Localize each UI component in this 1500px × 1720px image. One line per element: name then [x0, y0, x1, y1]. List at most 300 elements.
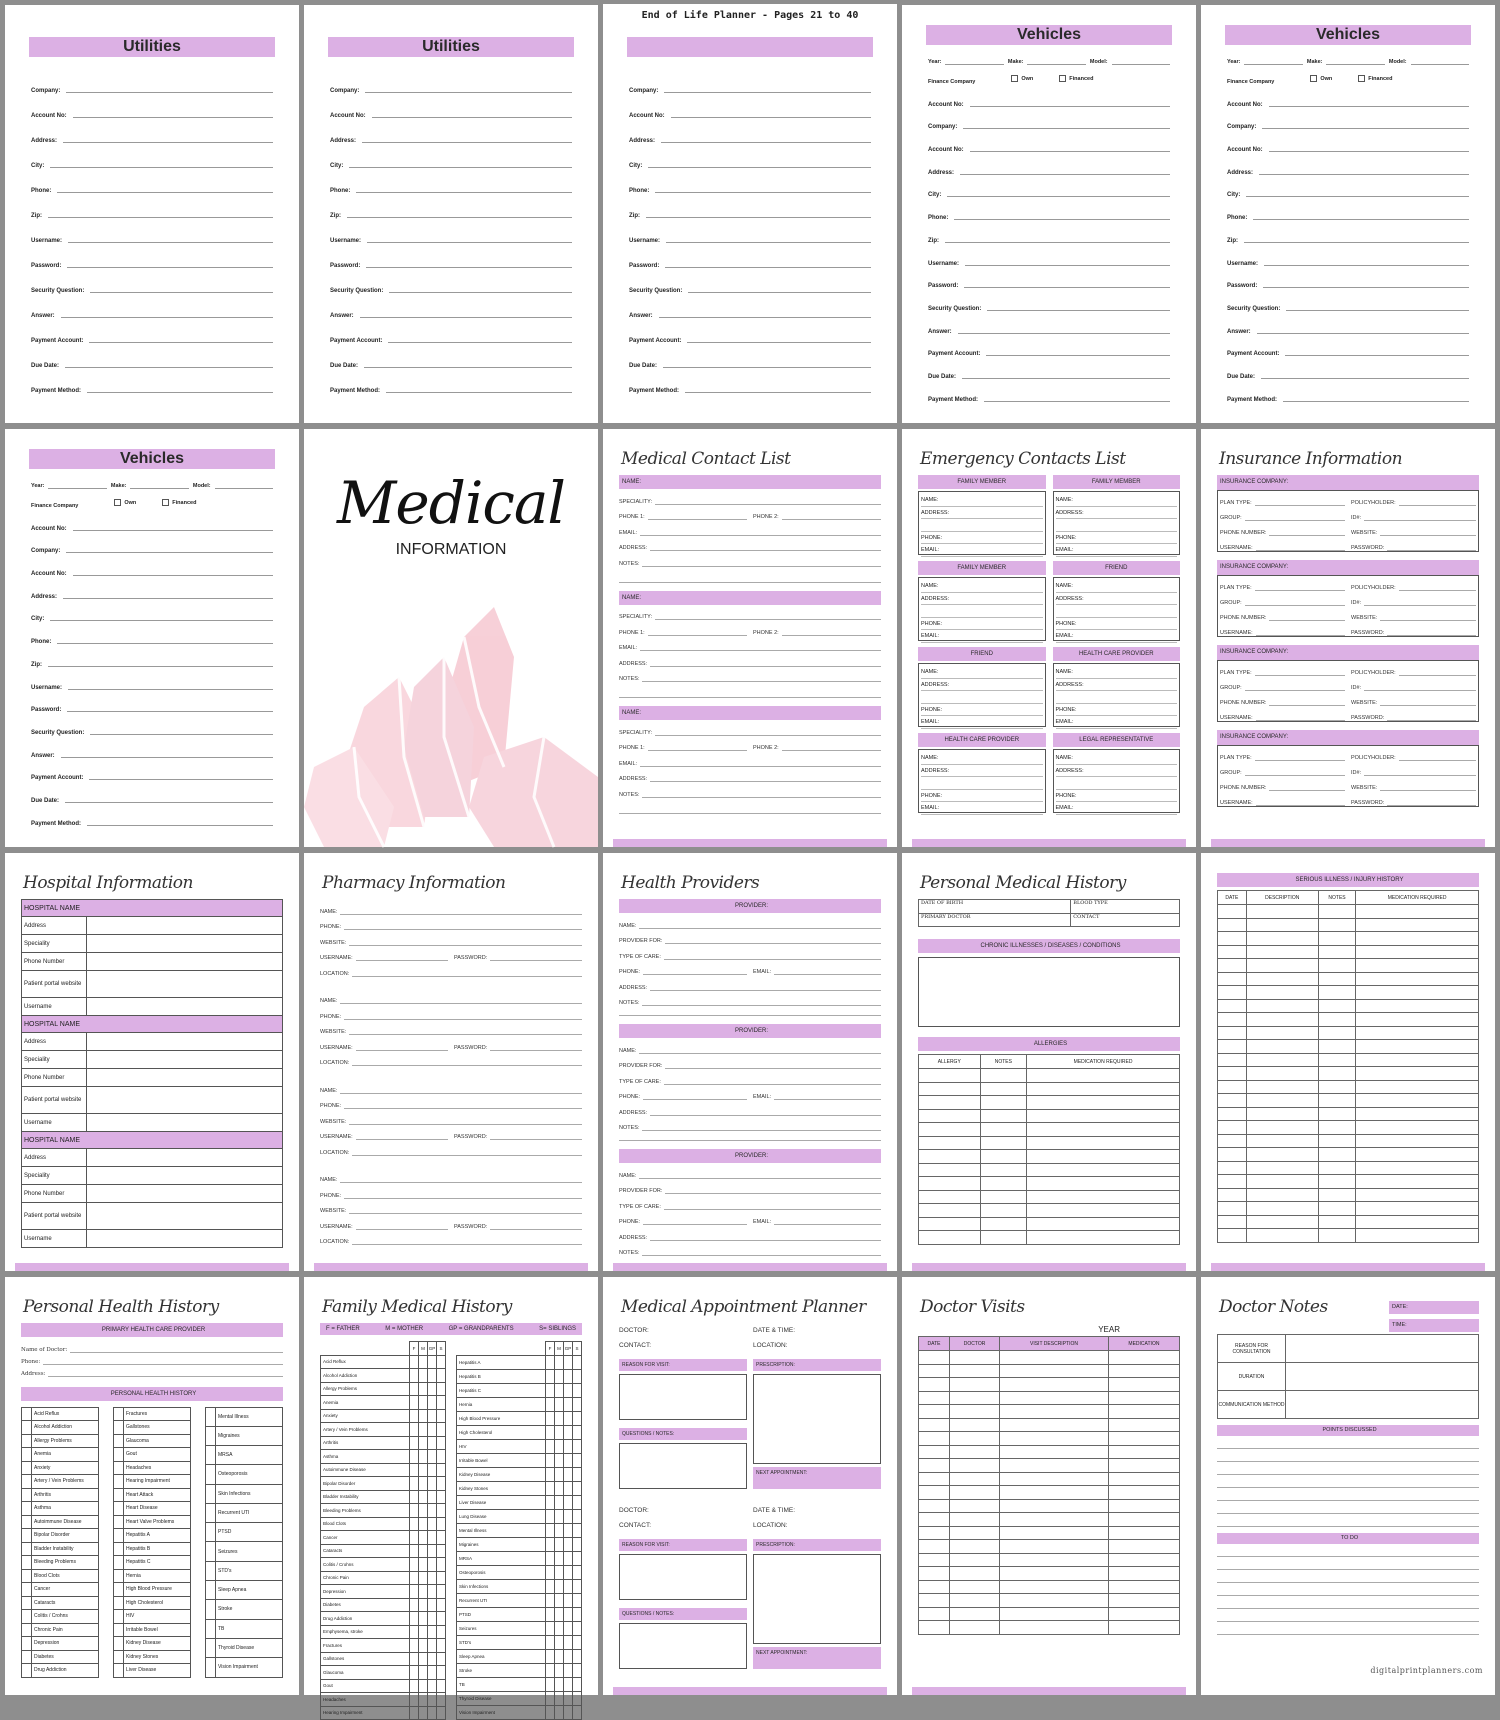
condition-checkbox[interactable]	[114, 1583, 124, 1597]
allergy-cell	[1027, 1082, 1180, 1096]
family-checkbox[interactable]	[564, 1524, 573, 1538]
condition-checkbox[interactable]	[206, 1658, 216, 1677]
family-checkbox[interactable]	[573, 1356, 582, 1370]
family-checkbox[interactable]	[555, 1468, 564, 1482]
family-checkbox[interactable]	[437, 1477, 446, 1491]
condition-checkbox[interactable]	[206, 1484, 216, 1503]
family-checkbox[interactable]	[428, 1558, 437, 1572]
family-checkbox[interactable]	[419, 1612, 428, 1626]
family-checkbox[interactable]	[546, 1384, 555, 1398]
family-checkbox[interactable]	[555, 1510, 564, 1524]
family-checkbox[interactable]	[428, 1490, 437, 1504]
condition-checkbox[interactable]	[22, 1569, 32, 1583]
allergy-cell	[980, 1096, 1027, 1110]
field-line	[57, 192, 273, 193]
family-checkbox[interactable]	[564, 1622, 573, 1636]
family-checkbox[interactable]	[564, 1482, 573, 1496]
family-checkbox[interactable]	[555, 1580, 564, 1594]
family-checkbox[interactable]	[546, 1524, 555, 1538]
condition-checkbox[interactable]	[206, 1542, 216, 1561]
family-checkbox[interactable]	[546, 1468, 555, 1482]
financed-checkbox[interactable]	[162, 499, 169, 506]
family-checkbox[interactable]	[428, 1679, 437, 1693]
family-checkbox[interactable]	[437, 1355, 446, 1369]
financed-checkbox[interactable]	[1358, 75, 1365, 82]
condition-checkbox[interactable]	[22, 1650, 32, 1664]
condition-checkbox[interactable]	[114, 1664, 124, 1678]
family-checkbox[interactable]	[428, 1436, 437, 1450]
family-checkbox[interactable]	[546, 1692, 555, 1706]
family-checkbox[interactable]	[546, 1650, 555, 1664]
condition-label: Hepatitis B	[124, 1542, 191, 1556]
family-checkbox[interactable]	[437, 1423, 446, 1437]
family-checkbox[interactable]	[428, 1396, 437, 1410]
family-checkbox[interactable]	[555, 1678, 564, 1692]
family-checkbox[interactable]	[573, 1552, 582, 1566]
family-checkbox[interactable]	[410, 1409, 419, 1423]
family-checkbox[interactable]	[428, 1625, 437, 1639]
family-checkbox[interactable]	[419, 1450, 428, 1464]
family-checkbox[interactable]	[410, 1531, 419, 1545]
family-checkbox[interactable]	[428, 1450, 437, 1464]
insurance-row	[1220, 761, 1476, 776]
family-checkbox[interactable]	[419, 1625, 428, 1639]
family-checkbox[interactable]	[437, 1436, 446, 1450]
family-checkbox[interactable]	[428, 1409, 437, 1423]
condition-checkbox[interactable]	[114, 1488, 124, 1502]
visit-cell	[919, 1513, 950, 1527]
family-checkbox[interactable]	[437, 1639, 446, 1653]
family-checkbox[interactable]	[564, 1398, 573, 1412]
condition-checkbox[interactable]	[22, 1448, 32, 1462]
family-checkbox[interactable]	[437, 1409, 446, 1423]
family-checkbox[interactable]	[573, 1454, 582, 1468]
family-checkbox[interactable]	[564, 1566, 573, 1580]
condition-checkbox[interactable]	[114, 1623, 124, 1637]
condition-checkbox[interactable]	[114, 1610, 124, 1624]
family-checkbox[interactable]	[419, 1558, 428, 1572]
family-checkbox[interactable]	[546, 1426, 555, 1440]
visit-cell	[1000, 1378, 1109, 1392]
condition-checkbox[interactable]	[114, 1556, 124, 1570]
family-checkbox[interactable]	[410, 1706, 419, 1720]
condition-checkbox[interactable]	[114, 1650, 124, 1664]
family-checkbox[interactable]	[419, 1571, 428, 1585]
financed-checkbox[interactable]	[1059, 75, 1066, 82]
condition-checkbox[interactable]	[22, 1542, 32, 1556]
family-checkbox[interactable]	[410, 1450, 419, 1464]
family-checkbox[interactable]	[410, 1693, 419, 1707]
family-checkbox[interactable]	[564, 1468, 573, 1482]
family-checkbox[interactable]	[573, 1678, 582, 1692]
family-checkbox[interactable]	[419, 1693, 428, 1707]
family-checkbox[interactable]	[564, 1356, 573, 1370]
family-checkbox[interactable]	[410, 1558, 419, 1572]
field-line	[57, 643, 273, 644]
field-line	[1257, 333, 1469, 334]
condition-checkbox[interactable]	[22, 1583, 32, 1597]
family-checkbox[interactable]	[437, 1598, 446, 1612]
family-checkbox[interactable]	[428, 1666, 437, 1680]
family-checkbox[interactable]	[419, 1531, 428, 1545]
condition-checkbox[interactable]	[114, 1407, 124, 1421]
family-checkbox[interactable]	[419, 1409, 428, 1423]
family-checkbox[interactable]	[573, 1664, 582, 1678]
own-checkbox[interactable]	[114, 499, 121, 506]
family-checkbox[interactable]	[546, 1538, 555, 1552]
family-checkbox[interactable]	[573, 1608, 582, 1622]
family-checkbox[interactable]	[546, 1496, 555, 1510]
family-checkbox[interactable]	[546, 1566, 555, 1580]
family-checkbox[interactable]	[546, 1664, 555, 1678]
condition-checkbox[interactable]	[206, 1581, 216, 1600]
condition-checkbox[interactable]	[22, 1529, 32, 1543]
family-checkbox[interactable]	[410, 1679, 419, 1693]
condition-checkbox[interactable]	[22, 1610, 32, 1624]
family-checkbox[interactable]	[437, 1517, 446, 1531]
family-checkbox[interactable]	[555, 1524, 564, 1538]
family-checkbox[interactable]	[573, 1636, 582, 1650]
family-checkbox[interactable]	[437, 1531, 446, 1545]
family-checkbox[interactable]	[564, 1580, 573, 1594]
family-checkbox[interactable]	[546, 1454, 555, 1468]
family-checkbox[interactable]	[419, 1639, 428, 1653]
family-checkbox[interactable]	[410, 1666, 419, 1680]
condition-checkbox[interactable]	[22, 1475, 32, 1489]
family-checkbox[interactable]	[428, 1531, 437, 1545]
family-checkbox[interactable]	[428, 1585, 437, 1599]
family-checkbox[interactable]	[546, 1608, 555, 1622]
family-checkbox[interactable]	[573, 1482, 582, 1496]
condition-checkbox[interactable]	[22, 1637, 32, 1651]
family-checkbox[interactable]	[555, 1370, 564, 1384]
condition-checkbox[interactable]	[206, 1638, 216, 1657]
family-checkbox[interactable]	[410, 1396, 419, 1410]
condition-checkbox[interactable]	[114, 1421, 124, 1435]
vehicle-field-row	[21, 577, 283, 600]
condition-checkbox[interactable]	[22, 1515, 32, 1529]
family-checkbox[interactable]	[419, 1355, 428, 1369]
family-checkbox[interactable]	[564, 1650, 573, 1664]
family-checkbox[interactable]	[428, 1463, 437, 1477]
family-checkbox[interactable]	[428, 1706, 437, 1720]
condition-checkbox[interactable]	[114, 1475, 124, 1489]
family-checkbox[interactable]	[410, 1504, 419, 1518]
family-checkbox[interactable]	[564, 1636, 573, 1650]
family-checkbox[interactable]	[555, 1440, 564, 1454]
family-checkbox[interactable]	[437, 1490, 446, 1504]
condition-checkbox[interactable]	[22, 1421, 32, 1435]
family-checkbox[interactable]	[546, 1510, 555, 1524]
family-checkbox[interactable]	[573, 1440, 582, 1454]
family-checkbox[interactable]	[428, 1693, 437, 1707]
family-checkbox[interactable]	[564, 1440, 573, 1454]
family-checkbox[interactable]	[428, 1598, 437, 1612]
condition-checkbox[interactable]	[22, 1596, 32, 1610]
card-email: EMAIL:	[1056, 544, 1178, 557]
family-checkbox[interactable]	[555, 1622, 564, 1636]
condition-checkbox[interactable]	[114, 1448, 124, 1462]
family-checkbox[interactable]	[410, 1612, 419, 1626]
field-row	[619, 767, 881, 783]
family-checkbox[interactable]	[546, 1398, 555, 1412]
family-checkbox[interactable]	[419, 1382, 428, 1396]
family-checkbox[interactable]	[564, 1608, 573, 1622]
family-checkbox[interactable]	[555, 1650, 564, 1664]
family-checkbox[interactable]	[555, 1692, 564, 1706]
family-checkbox[interactable]	[555, 1566, 564, 1580]
family-checkbox[interactable]	[546, 1552, 555, 1566]
family-checkbox[interactable]	[437, 1558, 446, 1572]
family-checkbox[interactable]	[419, 1490, 428, 1504]
condition-checkbox[interactable]	[22, 1502, 32, 1516]
serious-cell	[1218, 1188, 1247, 1202]
vehicle-fields	[1217, 49, 1479, 403]
family-checkbox[interactable]	[555, 1412, 564, 1426]
condition-checkbox[interactable]	[114, 1461, 124, 1475]
family-checkbox[interactable]	[573, 1650, 582, 1664]
family-checkbox[interactable]	[437, 1544, 446, 1558]
family-checkbox[interactable]	[564, 1370, 573, 1384]
serious-cell	[1356, 1188, 1479, 1202]
family-checkbox[interactable]	[564, 1426, 573, 1440]
family-checkbox[interactable]	[410, 1652, 419, 1666]
family-checkbox[interactable]	[546, 1622, 555, 1636]
family-checkbox[interactable]	[437, 1585, 446, 1599]
family-checkbox[interactable]	[564, 1510, 573, 1524]
family-checkbox[interactable]	[428, 1639, 437, 1653]
family-checkbox[interactable]	[564, 1412, 573, 1426]
family-checkbox[interactable]	[419, 1463, 428, 1477]
family-checkbox[interactable]	[410, 1369, 419, 1383]
family-checkbox[interactable]	[410, 1639, 419, 1653]
family-checkbox[interactable]	[546, 1706, 555, 1720]
condition-checkbox[interactable]	[206, 1600, 216, 1619]
family-checkbox[interactable]	[428, 1612, 437, 1626]
family-checkbox[interactable]	[573, 1524, 582, 1538]
serious-cell	[1246, 1094, 1318, 1108]
family-checkbox[interactable]	[428, 1571, 437, 1585]
family-checkbox[interactable]	[564, 1706, 573, 1720]
family-checkbox[interactable]	[564, 1538, 573, 1552]
family-checkbox[interactable]	[546, 1356, 555, 1370]
condition-checkbox[interactable]	[22, 1664, 32, 1678]
own-checkbox[interactable]	[1310, 75, 1317, 82]
family-checkbox[interactable]	[555, 1594, 564, 1608]
family-checkbox[interactable]	[555, 1384, 564, 1398]
condition-checkbox[interactable]	[206, 1446, 216, 1465]
family-checkbox[interactable]	[437, 1396, 446, 1410]
family-checkbox[interactable]	[428, 1355, 437, 1369]
family-checkbox[interactable]	[428, 1504, 437, 1518]
family-checkbox[interactable]	[437, 1612, 446, 1626]
family-checkbox[interactable]	[419, 1544, 428, 1558]
family-checkbox[interactable]	[555, 1426, 564, 1440]
family-checkbox[interactable]	[564, 1594, 573, 1608]
family-checkbox[interactable]	[573, 1468, 582, 1482]
family-checkbox[interactable]	[573, 1580, 582, 1594]
family-checkbox[interactable]	[546, 1482, 555, 1496]
utility-field-label: Due Date:	[330, 363, 359, 369]
family-checkbox[interactable]	[573, 1538, 582, 1552]
family-checkbox[interactable]	[555, 1636, 564, 1650]
family-checkbox[interactable]	[555, 1706, 564, 1720]
family-checkbox[interactable]	[410, 1355, 419, 1369]
family-checkbox[interactable]	[546, 1370, 555, 1384]
condition-checkbox[interactable]	[22, 1556, 32, 1570]
family-checkbox[interactable]	[546, 1412, 555, 1426]
family-checkbox[interactable]	[419, 1477, 428, 1491]
family-checkbox[interactable]	[410, 1571, 419, 1585]
condition-checkbox[interactable]	[206, 1465, 216, 1484]
family-checkbox[interactable]	[555, 1496, 564, 1510]
family-row	[457, 1664, 582, 1678]
family-checkbox[interactable]	[410, 1423, 419, 1437]
family-checkbox[interactable]	[419, 1652, 428, 1666]
family-checkbox[interactable]	[546, 1594, 555, 1608]
family-checkbox[interactable]	[573, 1496, 582, 1510]
family-checkbox[interactable]	[555, 1482, 564, 1496]
family-checkbox[interactable]	[564, 1454, 573, 1468]
family-checkbox[interactable]	[428, 1517, 437, 1531]
family-checkbox[interactable]	[410, 1517, 419, 1531]
family-checkbox[interactable]	[419, 1666, 428, 1680]
family-checkbox[interactable]	[573, 1566, 582, 1580]
family-checkbox[interactable]	[428, 1423, 437, 1437]
family-checkbox[interactable]	[419, 1396, 428, 1410]
condition-checkbox[interactable]	[206, 1426, 216, 1445]
family-checkbox[interactable]	[410, 1585, 419, 1599]
family-checkbox[interactable]	[428, 1369, 437, 1383]
family-checkbox[interactable]	[419, 1585, 428, 1599]
family-checkbox[interactable]	[564, 1496, 573, 1510]
family-checkbox[interactable]	[410, 1598, 419, 1612]
family-checkbox[interactable]	[419, 1369, 428, 1383]
emergency-contact-card	[1053, 561, 1181, 641]
family-checkbox[interactable]	[437, 1666, 446, 1680]
family-checkbox[interactable]	[437, 1571, 446, 1585]
family-checkbox[interactable]	[564, 1664, 573, 1678]
condition-checkbox[interactable]	[114, 1434, 124, 1448]
condition-checkbox[interactable]	[114, 1515, 124, 1529]
family-checkbox[interactable]	[555, 1538, 564, 1552]
family-checkbox[interactable]	[555, 1552, 564, 1566]
family-checkbox[interactable]	[546, 1580, 555, 1594]
family-checkbox[interactable]	[573, 1426, 582, 1440]
family-checkbox[interactable]	[437, 1382, 446, 1396]
family-checkbox[interactable]	[564, 1678, 573, 1692]
family-checkbox[interactable]	[437, 1625, 446, 1639]
own-checkbox[interactable]	[1011, 75, 1018, 82]
condition-checkbox[interactable]	[206, 1619, 216, 1638]
family-checkbox[interactable]	[419, 1504, 428, 1518]
condition-checkbox[interactable]	[22, 1488, 32, 1502]
family-checkbox[interactable]	[437, 1369, 446, 1383]
family-checkbox[interactable]	[573, 1594, 582, 1608]
family-checkbox[interactable]	[437, 1706, 446, 1720]
condition-checkbox[interactable]	[206, 1407, 216, 1426]
condition-checkbox[interactable]	[114, 1596, 124, 1610]
condition-checkbox[interactable]	[22, 1434, 32, 1448]
hospital-row-value	[87, 998, 283, 1016]
family-checkbox[interactable]	[573, 1692, 582, 1706]
personal-health-history-page	[5, 1277, 299, 1695]
family-checkbox[interactable]	[555, 1454, 564, 1468]
condition-checkbox[interactable]	[22, 1407, 32, 1421]
utility-field-row	[619, 244, 881, 269]
family-checkbox[interactable]	[410, 1490, 419, 1504]
condition-checkbox[interactable]	[114, 1637, 124, 1651]
family-checkbox[interactable]	[428, 1544, 437, 1558]
family-checkbox[interactable]	[437, 1504, 446, 1518]
family-checkbox[interactable]	[410, 1625, 419, 1639]
family-checkbox[interactable]	[564, 1384, 573, 1398]
field-label: PHONE 2:	[753, 629, 779, 636]
family-checkbox[interactable]	[419, 1679, 428, 1693]
family-checkbox[interactable]	[555, 1664, 564, 1678]
family-checkbox[interactable]	[555, 1356, 564, 1370]
condition-checkbox[interactable]	[114, 1502, 124, 1516]
family-checkbox[interactable]	[573, 1398, 582, 1412]
family-checkbox[interactable]	[410, 1477, 419, 1491]
family-checkbox[interactable]	[437, 1679, 446, 1693]
family-checkbox[interactable]	[437, 1693, 446, 1707]
utility-field-row	[320, 144, 582, 169]
family-checkbox[interactable]	[428, 1652, 437, 1666]
condition-checkbox[interactable]	[114, 1529, 124, 1543]
condition-checkbox[interactable]	[114, 1542, 124, 1556]
family-checkbox[interactable]	[573, 1370, 582, 1384]
family-checkbox[interactable]	[573, 1622, 582, 1636]
allergy-cell	[919, 1231, 981, 1245]
family-checkbox[interactable]	[419, 1706, 428, 1720]
family-checkbox[interactable]	[428, 1477, 437, 1491]
family-checkbox[interactable]	[410, 1463, 419, 1477]
family-checkbox[interactable]	[410, 1382, 419, 1396]
family-checkbox[interactable]	[419, 1423, 428, 1437]
family-checkbox[interactable]	[419, 1436, 428, 1450]
family-checkbox[interactable]	[546, 1678, 555, 1692]
family-checkbox[interactable]	[428, 1382, 437, 1396]
condition-checkbox[interactable]	[22, 1623, 32, 1637]
family-checkbox[interactable]	[546, 1440, 555, 1454]
family-checkbox[interactable]	[573, 1706, 582, 1720]
condition-checkbox[interactable]	[206, 1523, 216, 1542]
family-checkbox[interactable]	[564, 1552, 573, 1566]
family-checkbox[interactable]	[555, 1398, 564, 1412]
condition-checkbox[interactable]	[22, 1461, 32, 1475]
family-checkbox[interactable]	[437, 1463, 446, 1477]
family-checkbox[interactable]	[410, 1436, 419, 1450]
family-checkbox[interactable]	[419, 1517, 428, 1531]
legend-item: F = FATHER	[326, 1326, 360, 1332]
condition-checkbox[interactable]	[206, 1503, 216, 1522]
family-checkbox[interactable]	[555, 1608, 564, 1622]
vehicle-field-row	[1217, 335, 1479, 358]
family-checkbox[interactable]	[546, 1636, 555, 1650]
condition-checkbox[interactable]	[206, 1561, 216, 1580]
family-checkbox[interactable]	[419, 1598, 428, 1612]
family-checkbox[interactable]	[437, 1450, 446, 1464]
family-checkbox[interactable]	[573, 1384, 582, 1398]
family-checkbox[interactable]	[410, 1544, 419, 1558]
family-checkbox[interactable]	[437, 1652, 446, 1666]
family-checkbox[interactable]	[573, 1412, 582, 1426]
family-checkbox[interactable]	[573, 1510, 582, 1524]
family-checkbox[interactable]	[564, 1692, 573, 1706]
condition-checkbox[interactable]	[114, 1569, 124, 1583]
family-row	[321, 1585, 446, 1599]
